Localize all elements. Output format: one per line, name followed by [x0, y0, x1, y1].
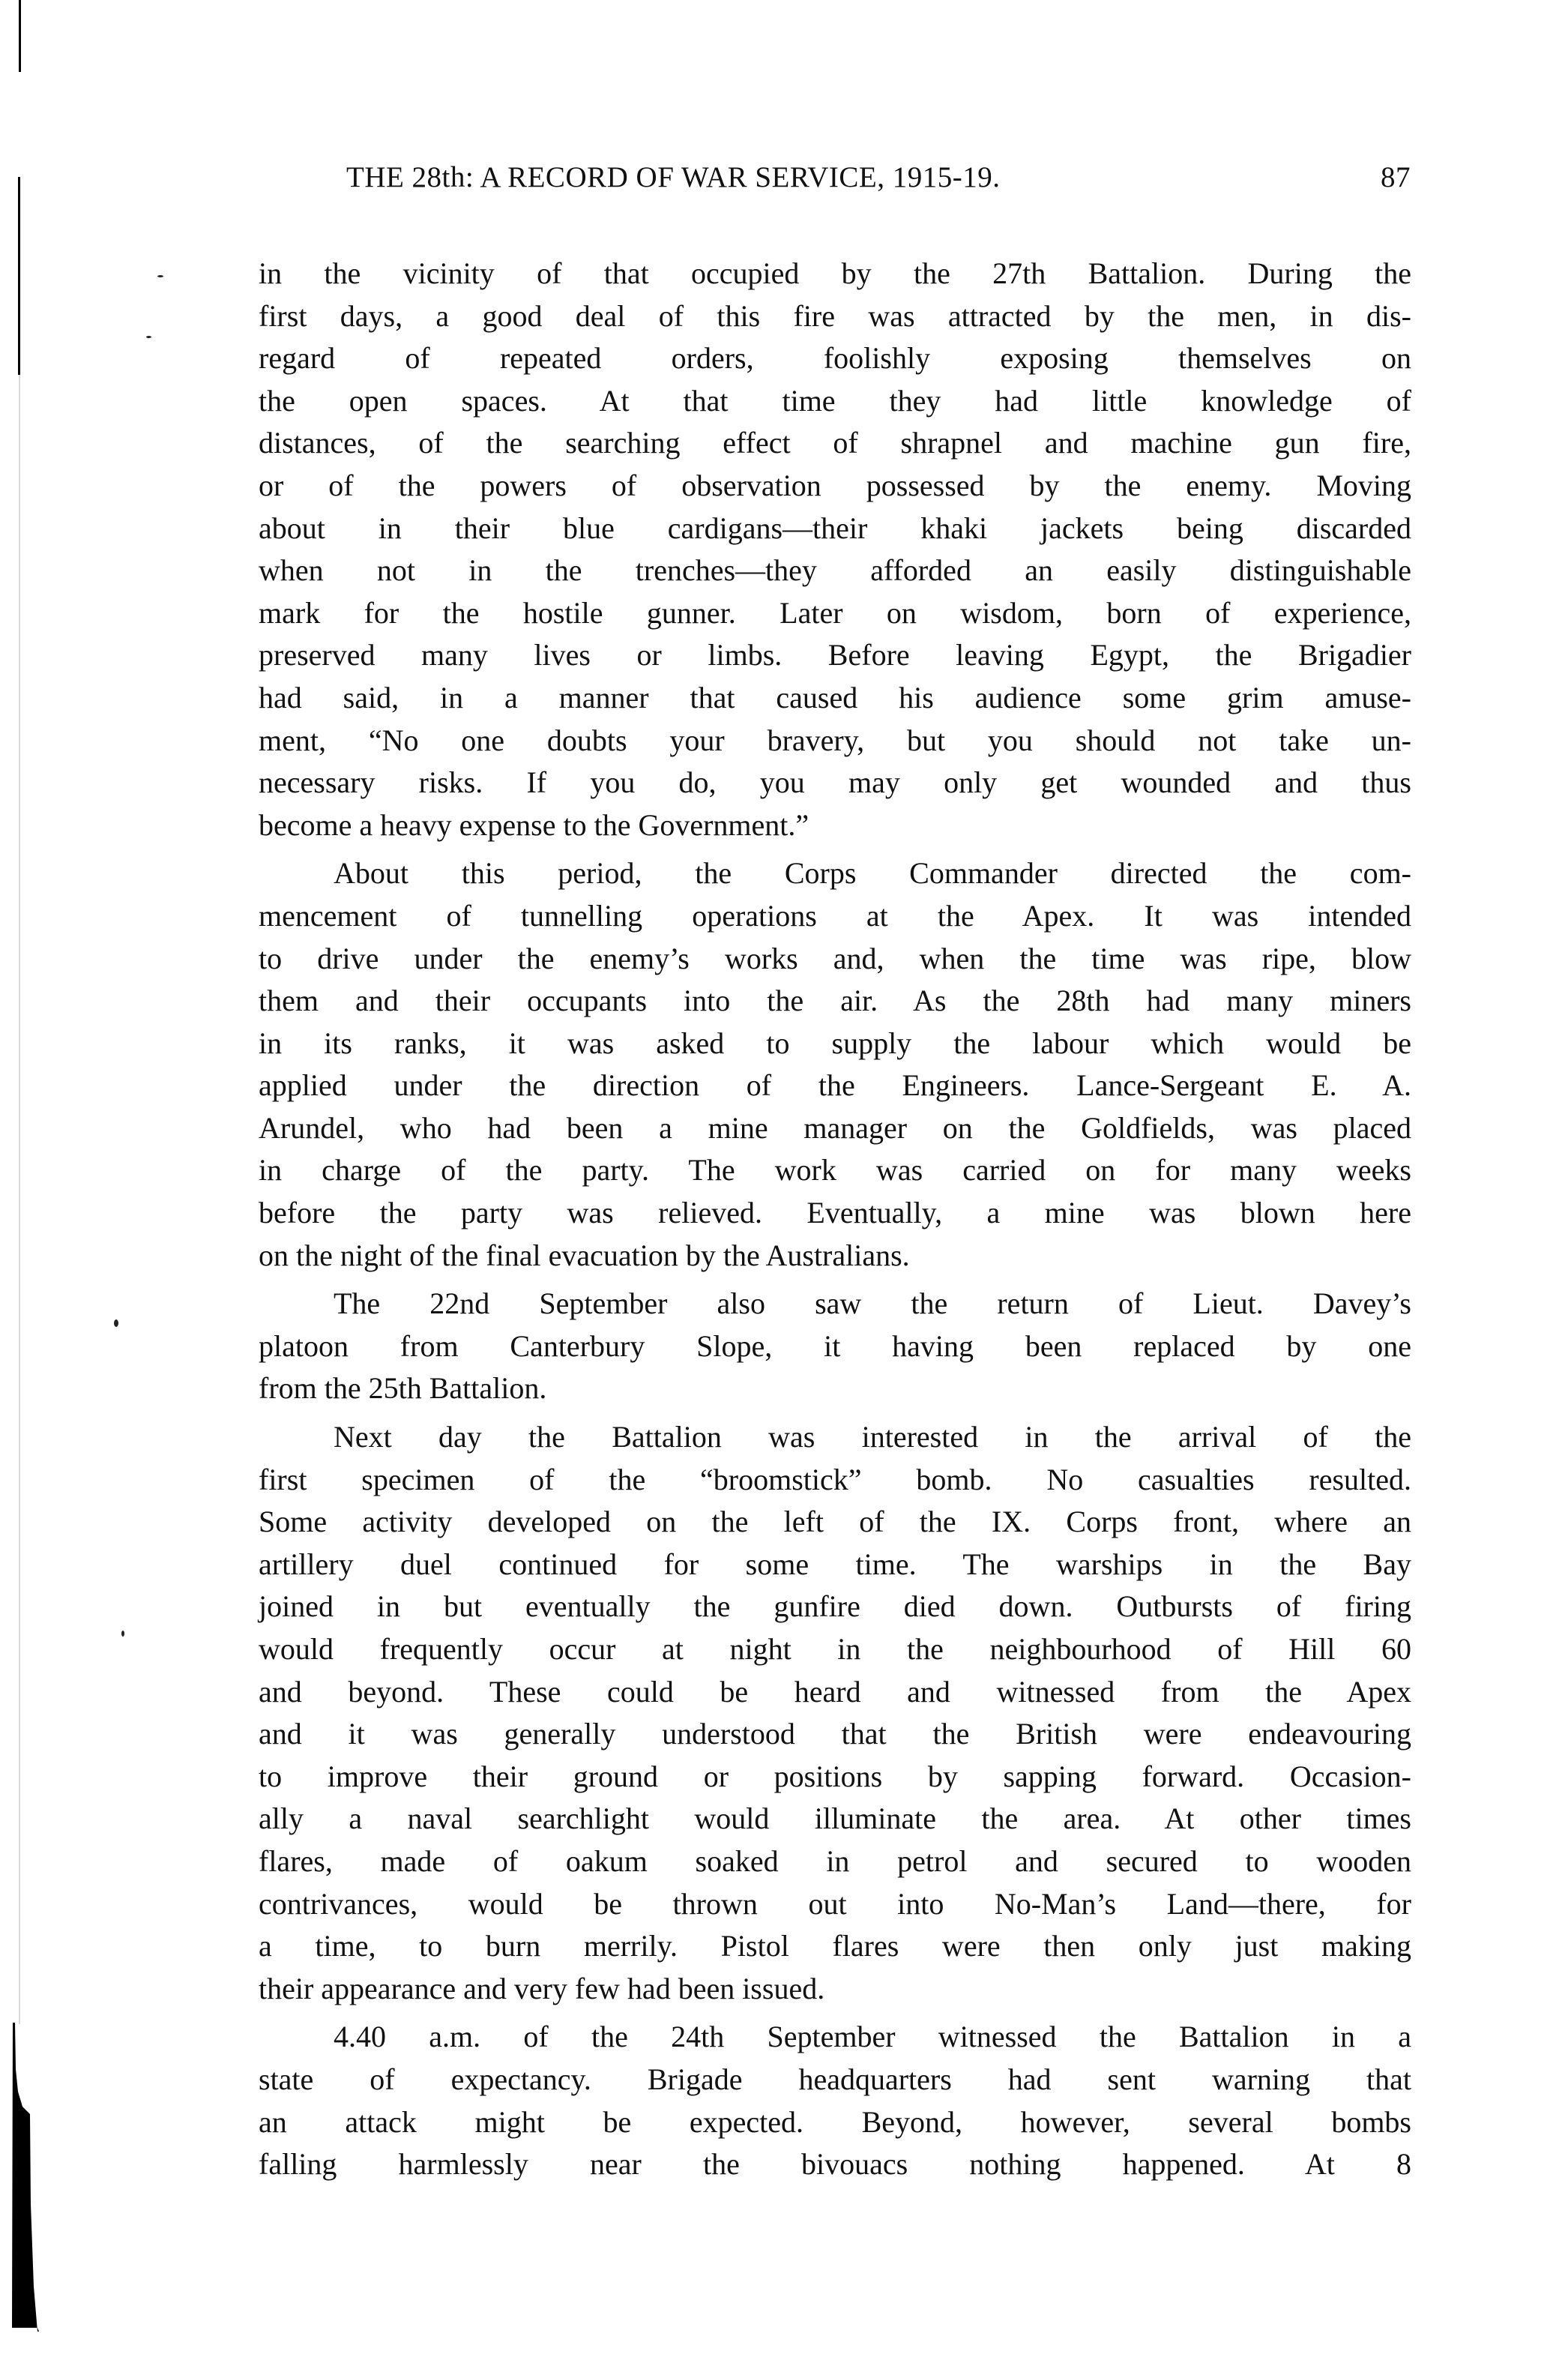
text-line: Some activity developed on the left of the IX. Corps front, where an — [259, 1505, 1411, 1539]
text-line: their appearance and very few had been issued. — [259, 1971, 825, 2005]
text-line: mencement of tunnelling operations at the Apex. It was intended — [259, 898, 1411, 933]
scan-speck — [146, 336, 151, 338]
text-line: had said, in a manner that caused his audience some grim amuse- — [259, 680, 1411, 714]
text-line: when not in the trenches—they afforded an easily distinguishable — [259, 553, 1411, 588]
text-line: in its ranks, it was asked to supply the labour which would be — [259, 1026, 1411, 1060]
text-line: flares, made of oakum soaked in petrol and secured to wooden — [259, 1843, 1411, 1878]
text-line: to improve their ground or positions by sapping forward. Occasion- — [259, 1759, 1411, 1793]
paragraph-5 — [259, 2016, 1411, 2185]
text-line: on the night of the final evacuation by the Australians. — [259, 1238, 910, 1272]
scan-speck — [114, 1319, 118, 1327]
scan-edge-line-left — [19, 375, 20, 2024]
paragraph-1 — [259, 253, 1411, 846]
text-line: them and their occupants into the air. As the 28th had many miners — [259, 984, 1411, 1018]
text-line: in charge of the party. The work was carried on for many weeks — [259, 1153, 1411, 1187]
text-line: joined in but eventually the gunfire died down. Outbursts of firing — [259, 1589, 1411, 1624]
text-line: ally a naval searchlight would illuminate the area. At other times — [259, 1801, 1411, 1836]
paragraph-4 — [259, 1416, 1411, 2010]
text-line: artillery duel continued for some time. The warships in the Bay — [259, 1547, 1411, 1581]
text-line: to drive under the enemy’s works and, when the time was ripe, blow — [259, 941, 1411, 975]
text-line: first specimen of the “broomstick” bomb. No casualties resulted. — [259, 1462, 1411, 1496]
scan-speck — [121, 1631, 124, 1637]
text-line: or of the powers of observation possessed by the enemy. Moving — [259, 468, 1411, 502]
text-line: falling harmlessly near the bivouacs nothing happened. At 8 — [259, 2147, 1411, 2182]
text-line: first days, a good deal of this fire was attracted by the men, in dis- — [259, 298, 1411, 333]
text-line: ment, “No one doubts your bravery, but you should not take un- — [259, 723, 1411, 757]
text-line: The 22nd September also saw the return of Lieut. Davey’s — [334, 1286, 1411, 1321]
scan-speck — [157, 275, 163, 277]
scan-edge-line-mid — [18, 177, 20, 375]
paragraph-3 — [259, 1283, 1411, 1410]
text-line: 4.40 a.m. of the 24th September witnessed the Battalion in a — [334, 2020, 1411, 2054]
text-line: Next day the Battalion was interested in the arrival of the — [334, 1420, 1411, 1454]
text-line: an attack might be expected. Beyond, however, several bombs — [259, 2104, 1411, 2139]
text-line: a time, to burn merrily. Pistol flares were then only just making — [259, 1929, 1411, 1963]
text-line: from the 25th Battalion. — [259, 1371, 547, 1406]
text-line: Arundel, who had been a mine manager on the Goldfields, was placed — [259, 1110, 1411, 1145]
text-line: state of expectancy. Brigade headquarters had sent warning that — [259, 2062, 1411, 2096]
text-line: become a heavy expense to the Government.” — [259, 807, 809, 842]
text-line: would frequently occur at night in the neighbourhood of Hill 60 — [259, 1632, 1411, 1666]
text-line: before the party was relieved. Eventually, a mine was blown here — [259, 1196, 1411, 1230]
scan-binding-shadow — [0, 2017, 45, 2369]
text-line: preserved many lives or limbs. Before leaving Egypt, the Brigadier — [259, 638, 1411, 672]
text-line: necessary risks. If you do, you may only get wounded and thus — [259, 765, 1411, 800]
text-line: About this period, the Corps Commander directed the com- — [334, 856, 1411, 891]
scan-edge-line-top — [19, 0, 21, 72]
paragraph-2 — [259, 852, 1411, 1277]
text-line: about in their blue cardigans—their khaki jackets being discarded — [259, 511, 1411, 545]
text-line: contrivances, would be thrown out into No-Man’s Land—there, for — [259, 1886, 1411, 1921]
text-line: in the vicinity of that occupied by the 27th Battalion. During the — [259, 256, 1411, 290]
text-line: applied under the direction of the Engineers. Lance-Sergeant E. A. — [259, 1068, 1411, 1103]
text-line: regard of repeated orders, foolishly exposing themselves on — [259, 341, 1411, 376]
page-number: 87 — [1381, 161, 1411, 193]
text-line: and it was generally understood that the British were endeavouring — [259, 1717, 1411, 1751]
text-line: mark for the hostile gunner. Later on wisdom, born of experience, — [259, 595, 1411, 630]
text-line: distances, of the searching effect of shrapnel and machine gun fire, — [259, 426, 1411, 460]
text-line: platoon from Canterbury Slope, it having been replaced by one — [259, 1328, 1411, 1363]
text-line: the open spaces. At that time they had little knowledge of — [259, 383, 1411, 418]
text-line: and beyond. These could be heard and witnessed from the Apex — [259, 1674, 1411, 1709]
running-head — [346, 160, 1411, 194]
body-text — [259, 253, 1411, 2192]
book-title-header: THE 28th: A RECORD OF WAR SERVICE, 1915-19. — [346, 161, 1001, 193]
